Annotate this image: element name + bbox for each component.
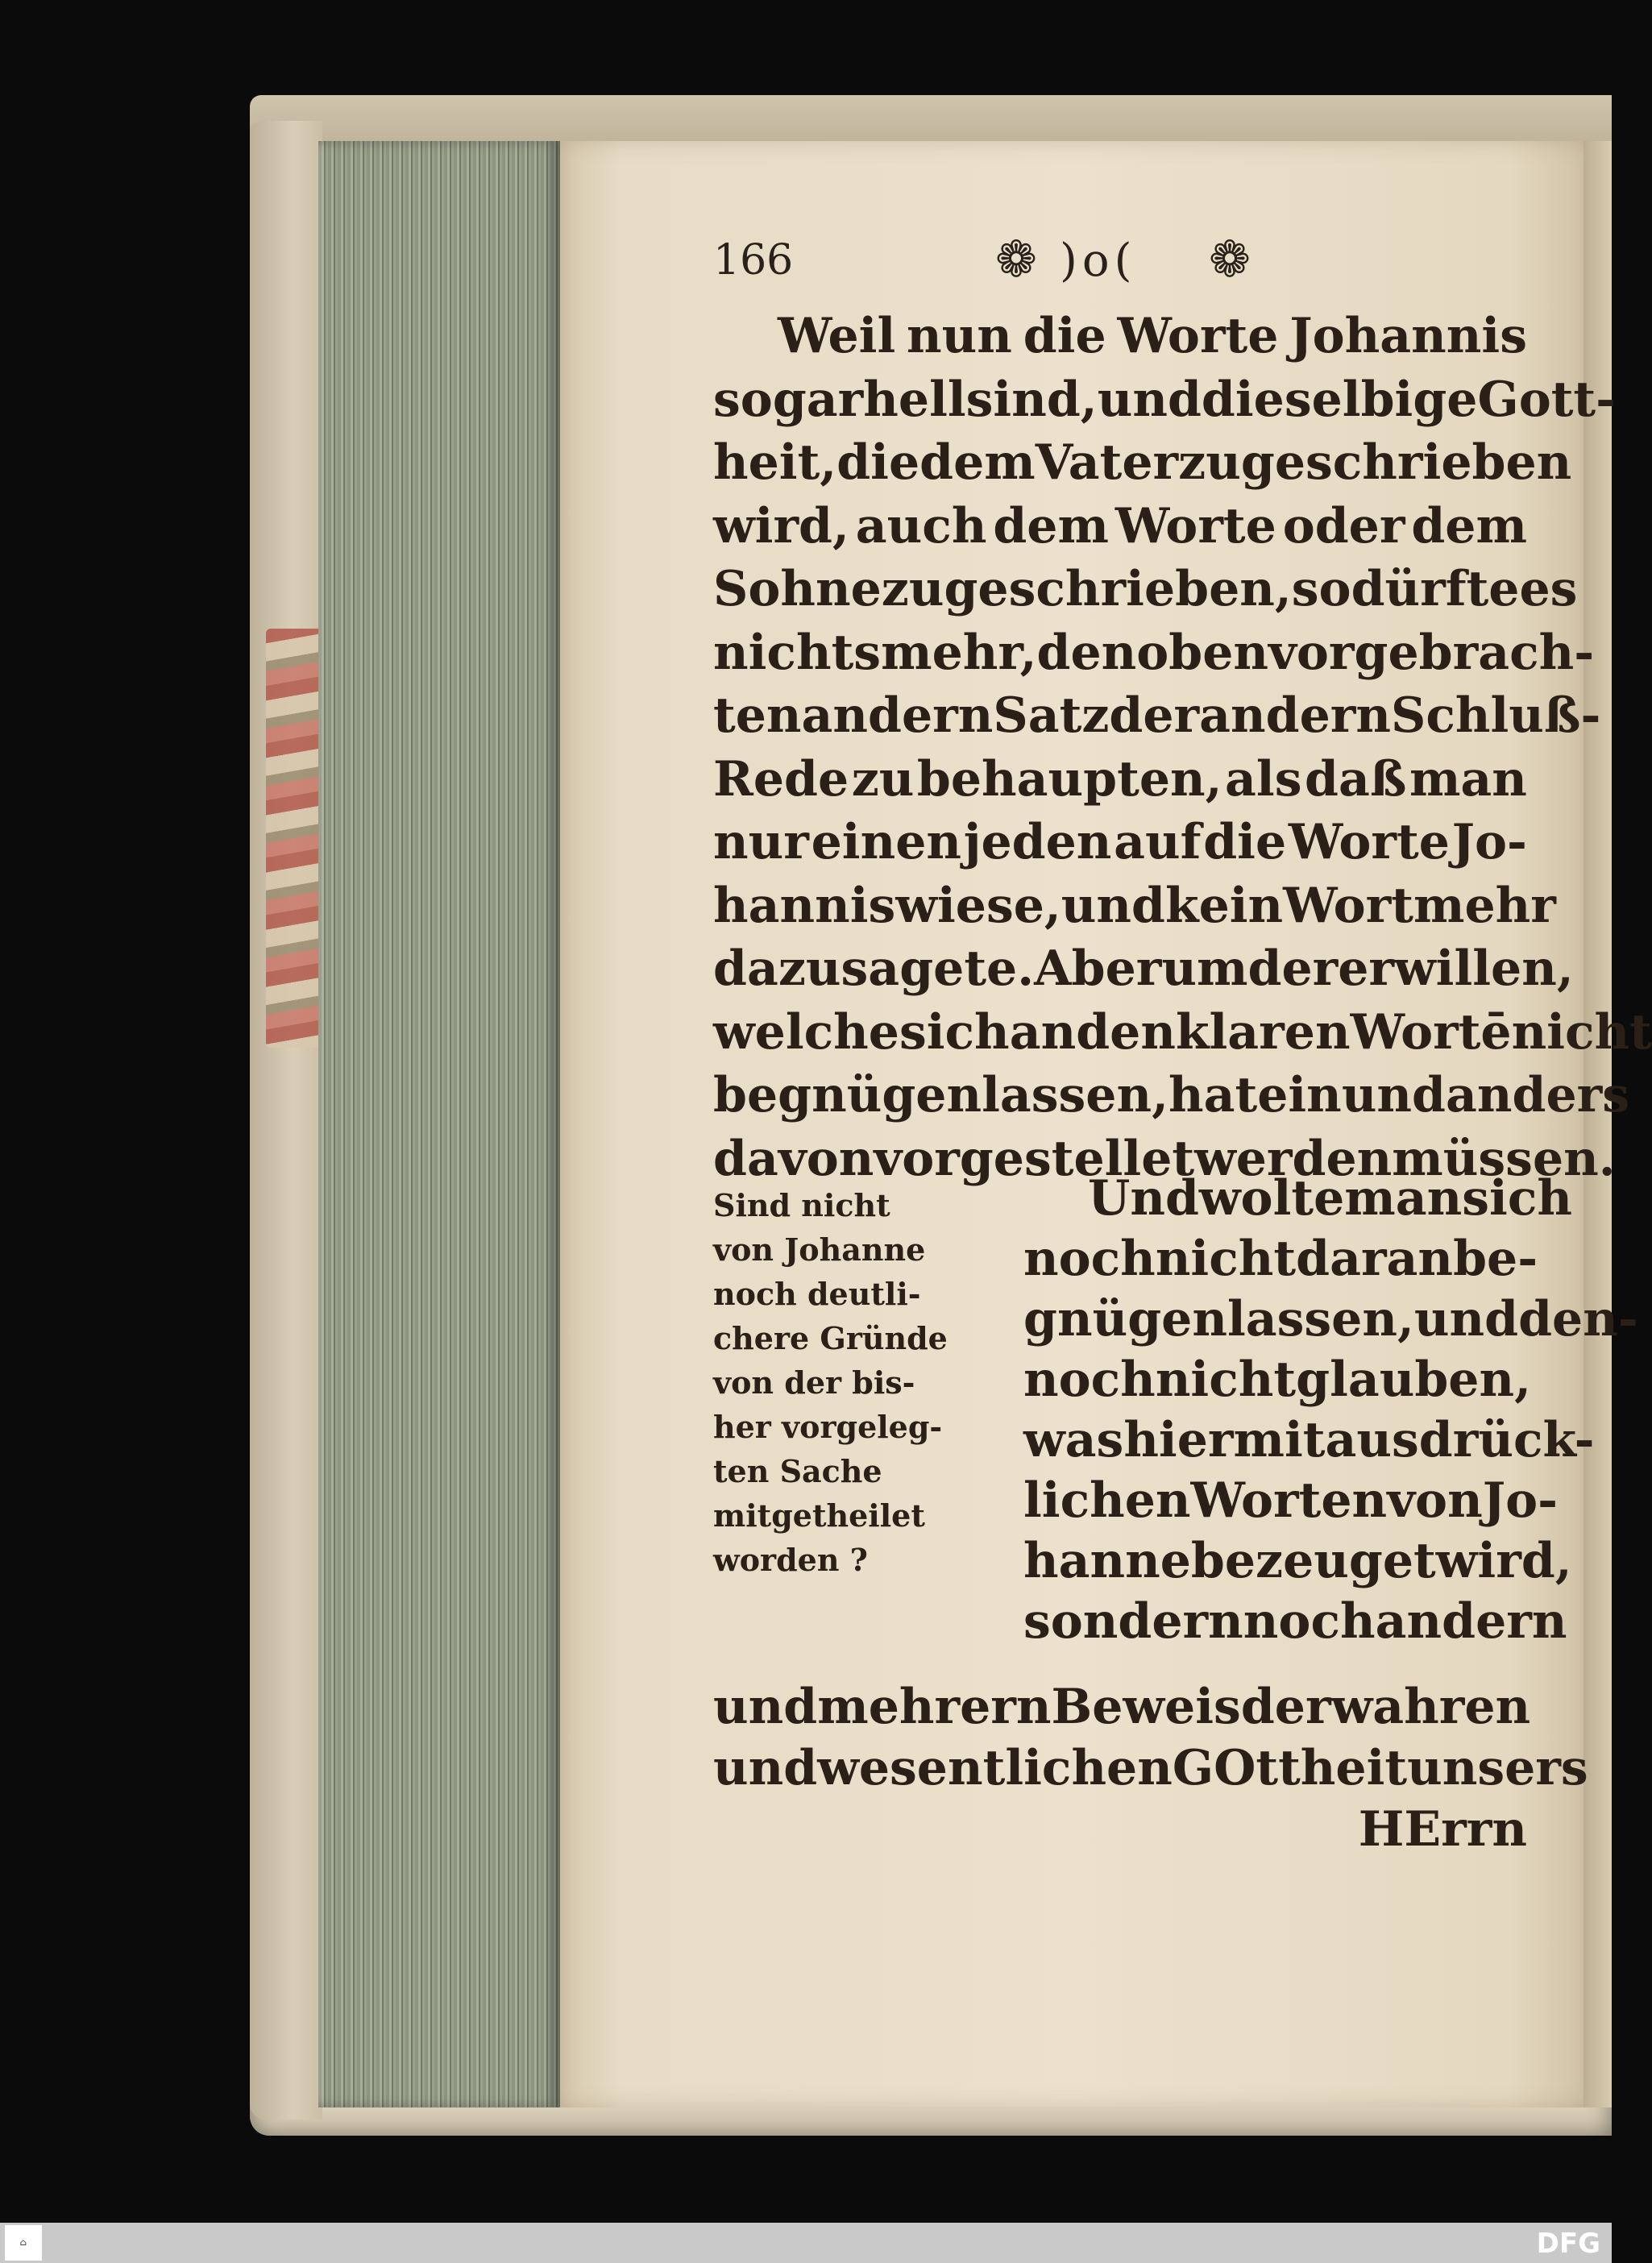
margin-note-line: von der bis-: [713, 1364, 915, 1401]
flower-ornament-icon: ❁: [995, 230, 1037, 289]
page-number: 166: [713, 236, 794, 284]
running-header: [713, 230, 1527, 294]
text-line: was hier mit ausdrück-: [1023, 1412, 1595, 1468]
main-text-block: [713, 305, 1652, 1190]
header-mark: )o(: [1060, 235, 1137, 287]
margin-note-line: noch deutli-: [713, 1276, 921, 1312]
text-line: so gar hell sind, und dieselbige Gott-: [713, 371, 1617, 428]
margin-note-line: worden ?: [713, 1542, 868, 1578]
cover-top-edge: [250, 95, 1612, 145]
text-line: begnügen lassen, hat ein und anders: [713, 1067, 1630, 1123]
text-line: lichen Worten von Jo-: [1023, 1472, 1559, 1529]
margin-note-line: mitgetheilet: [713, 1497, 925, 1534]
margin-note-line: ten Sache: [713, 1453, 882, 1489]
margin-note: [713, 1183, 987, 1582]
cover-spine-edge: [250, 121, 322, 2120]
column-text-block: [1023, 1169, 1638, 1652]
text-line: noch nicht glauben,: [1023, 1352, 1531, 1408]
text-line: davon vorgestellet werden müssen.: [713, 1130, 1616, 1187]
tail-text-block: [713, 1676, 1588, 1860]
flower-ornament-icon: ❁: [1209, 230, 1251, 289]
text-line: hanne bezeuget wird,: [1023, 1533, 1572, 1589]
text-line: ten andern Satz der andern Schluß-: [713, 687, 1601, 744]
marbled-endpaper: [266, 629, 322, 1048]
text-line: nichts mehr, den oben vorgebrach-: [713, 624, 1595, 681]
text-line: dazu sagete. Aber um derer willen,: [713, 940, 1574, 997]
dfg-logo: DFG: [1536, 2228, 1600, 2260]
text-line: wird, auch dem Worte oder dem: [713, 497, 1527, 554]
viewer-footer-bar: [0, 2223, 1612, 2263]
text-line: welche sich an den klaren Wortē nicht: [713, 1003, 1652, 1061]
text-line: hannis wiese, und kein Wort mehr: [713, 877, 1556, 934]
text-line: Weil nun die Worte Johannis: [778, 308, 1527, 364]
page-block-edges: [318, 141, 560, 2107]
margin-note-line: Sind nicht: [713, 1187, 890, 1223]
text-line: sondern noch andern: [1023, 1593, 1567, 1650]
text-line: Sohne zugeschrieben, so dürfte es: [713, 561, 1578, 617]
catchword: HErrn: [1358, 1801, 1527, 1858]
text-line: gnügen lassen, und den-: [1023, 1291, 1638, 1347]
margin-note-line: chere Gründe: [713, 1320, 948, 1356]
text-line: und mehrern Beweis der wahren: [713, 1679, 1531, 1735]
library-logo-icon: ⌂: [5, 2225, 42, 2261]
text-line: nur einen jeden auf die Worte Jo-: [713, 814, 1527, 870]
text-line: heit, die dem Vater zugeschrieben: [713, 434, 1572, 491]
text-line: Und wolte man sich: [1088, 1170, 1572, 1227]
text-line: Rede zu behaupten, als daß man: [713, 750, 1527, 808]
margin-note-line: her vorgeleg-: [713, 1409, 943, 1445]
margin-note-line: von Johanne: [713, 1231, 926, 1268]
text-line: noch nicht daran be-: [1023, 1231, 1538, 1287]
text-line: und wesentlichen GOttheit unsers: [713, 1740, 1588, 1796]
